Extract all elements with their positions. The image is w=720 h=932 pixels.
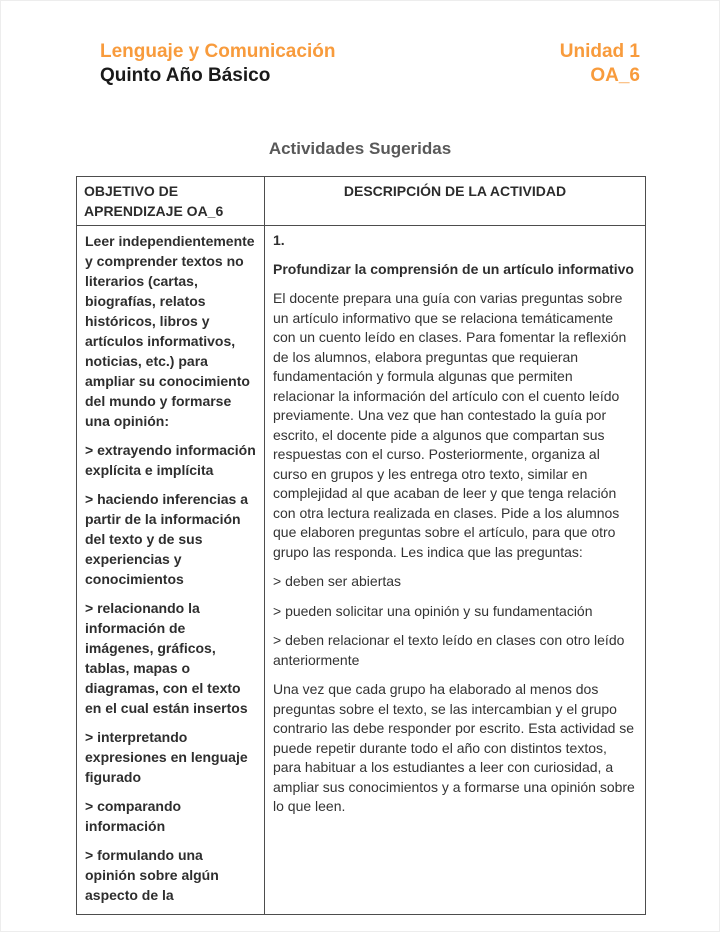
objective-paragraph: > formulando una opinión sobre algún aspecto de la (85, 847, 219, 903)
header-brand (100, 40, 335, 88)
table-body-row (77, 226, 646, 915)
objective-paragraph: > extrayendo información explícita e implícita (85, 442, 256, 478)
activity-column-header: DESCRIPCIÓN DE LA ACTIVIDAD (265, 177, 646, 226)
objective-paragraph: Leer independientemente y comprender textos no literarios (cartas, biografías, relatos históricos, libros y artículos informativos, noticias, etc.) para ampliar su conocimiento del mundo y formarse una opinión: (85, 233, 255, 429)
activity-description-cell (265, 226, 646, 915)
activity-title: Profundizar la comprensión de un artículo informativo (273, 260, 634, 277)
unit-label: Unidad 1 (559, 41, 640, 62)
activity-number: 1. (273, 232, 285, 248)
activity-paragraph: El docente prepara una guía con varias preguntas sobre un artículo informativo que se relaciona temáticamente con un cuento leído en clases. Para fomentar la reflexión de los alumnos, elabora preguntas que requieran fundamentación y formula algunas que permiten relacionar la información del artículo con el cuento leído previamente. Una vez que han contestado la guía por escrito, el docente pide a algunos que compartan sus respuestas con el curso. Posteriormente, organiza al curso en grupos y les entrega otro texto, similar en complejidad al que acaban de leer y que tenga relación con otra lectura realizada en clases. Pide a los alumnos que elaboren preguntas sobre el artículo, para que otro grupo las responda. Les indica que las preguntas: (273, 290, 627, 560)
table-header-row (77, 177, 646, 226)
objective-paragraph: > relacionando la información de imágenes, gráficos, tablas, mapas o diagramas, con el texto en el cual están insertos (85, 600, 248, 716)
header-unit-block (560, 40, 640, 88)
activity-paragraph: Una vez que cada grupo ha elaborado al menos dos preguntas sobre el texto, se las intercambian y el grupo contrario las debe responder por escrito. Esta actividad se puede repetir durante todo el año con distintos textos, para habituar a los estudiantes a leer con curiosidad, a ampliar sus conocimientos y a formarse una opinión sobre lo que leen. (273, 681, 635, 814)
activity-paragraph: > deben ser abiertas (273, 573, 402, 589)
oa-code-label: OA_6 (590, 65, 640, 86)
learning-objective-cell (77, 226, 265, 915)
page-title: Actividades Sugeridas (268, 139, 452, 158)
activity-paragraph: > deben relacionar el texto leído en clases con otro leído anteriormente (273, 632, 625, 668)
objective-paragraph: > haciendo inferencias a partir de la información del texto y de sus experiencias y conocimientos (85, 491, 249, 587)
activity-paragraph: > pueden solicitar una opinión y su fundamentación (273, 602, 593, 619)
objective-paragraph: > interpretando expresiones en lenguaje figurado (85, 729, 248, 785)
suggested-activities-table (76, 176, 646, 915)
activity-paragraphs (273, 289, 637, 817)
objective-column-header: OBJETIVO DE APRENDIZAJE OA_6 (77, 177, 265, 226)
objective-paragraph: > comparando información (85, 798, 182, 834)
grade-subtitle: Quinto Año Básico (100, 65, 271, 86)
subject-title: Lenguaje y Comunicación (100, 41, 336, 62)
